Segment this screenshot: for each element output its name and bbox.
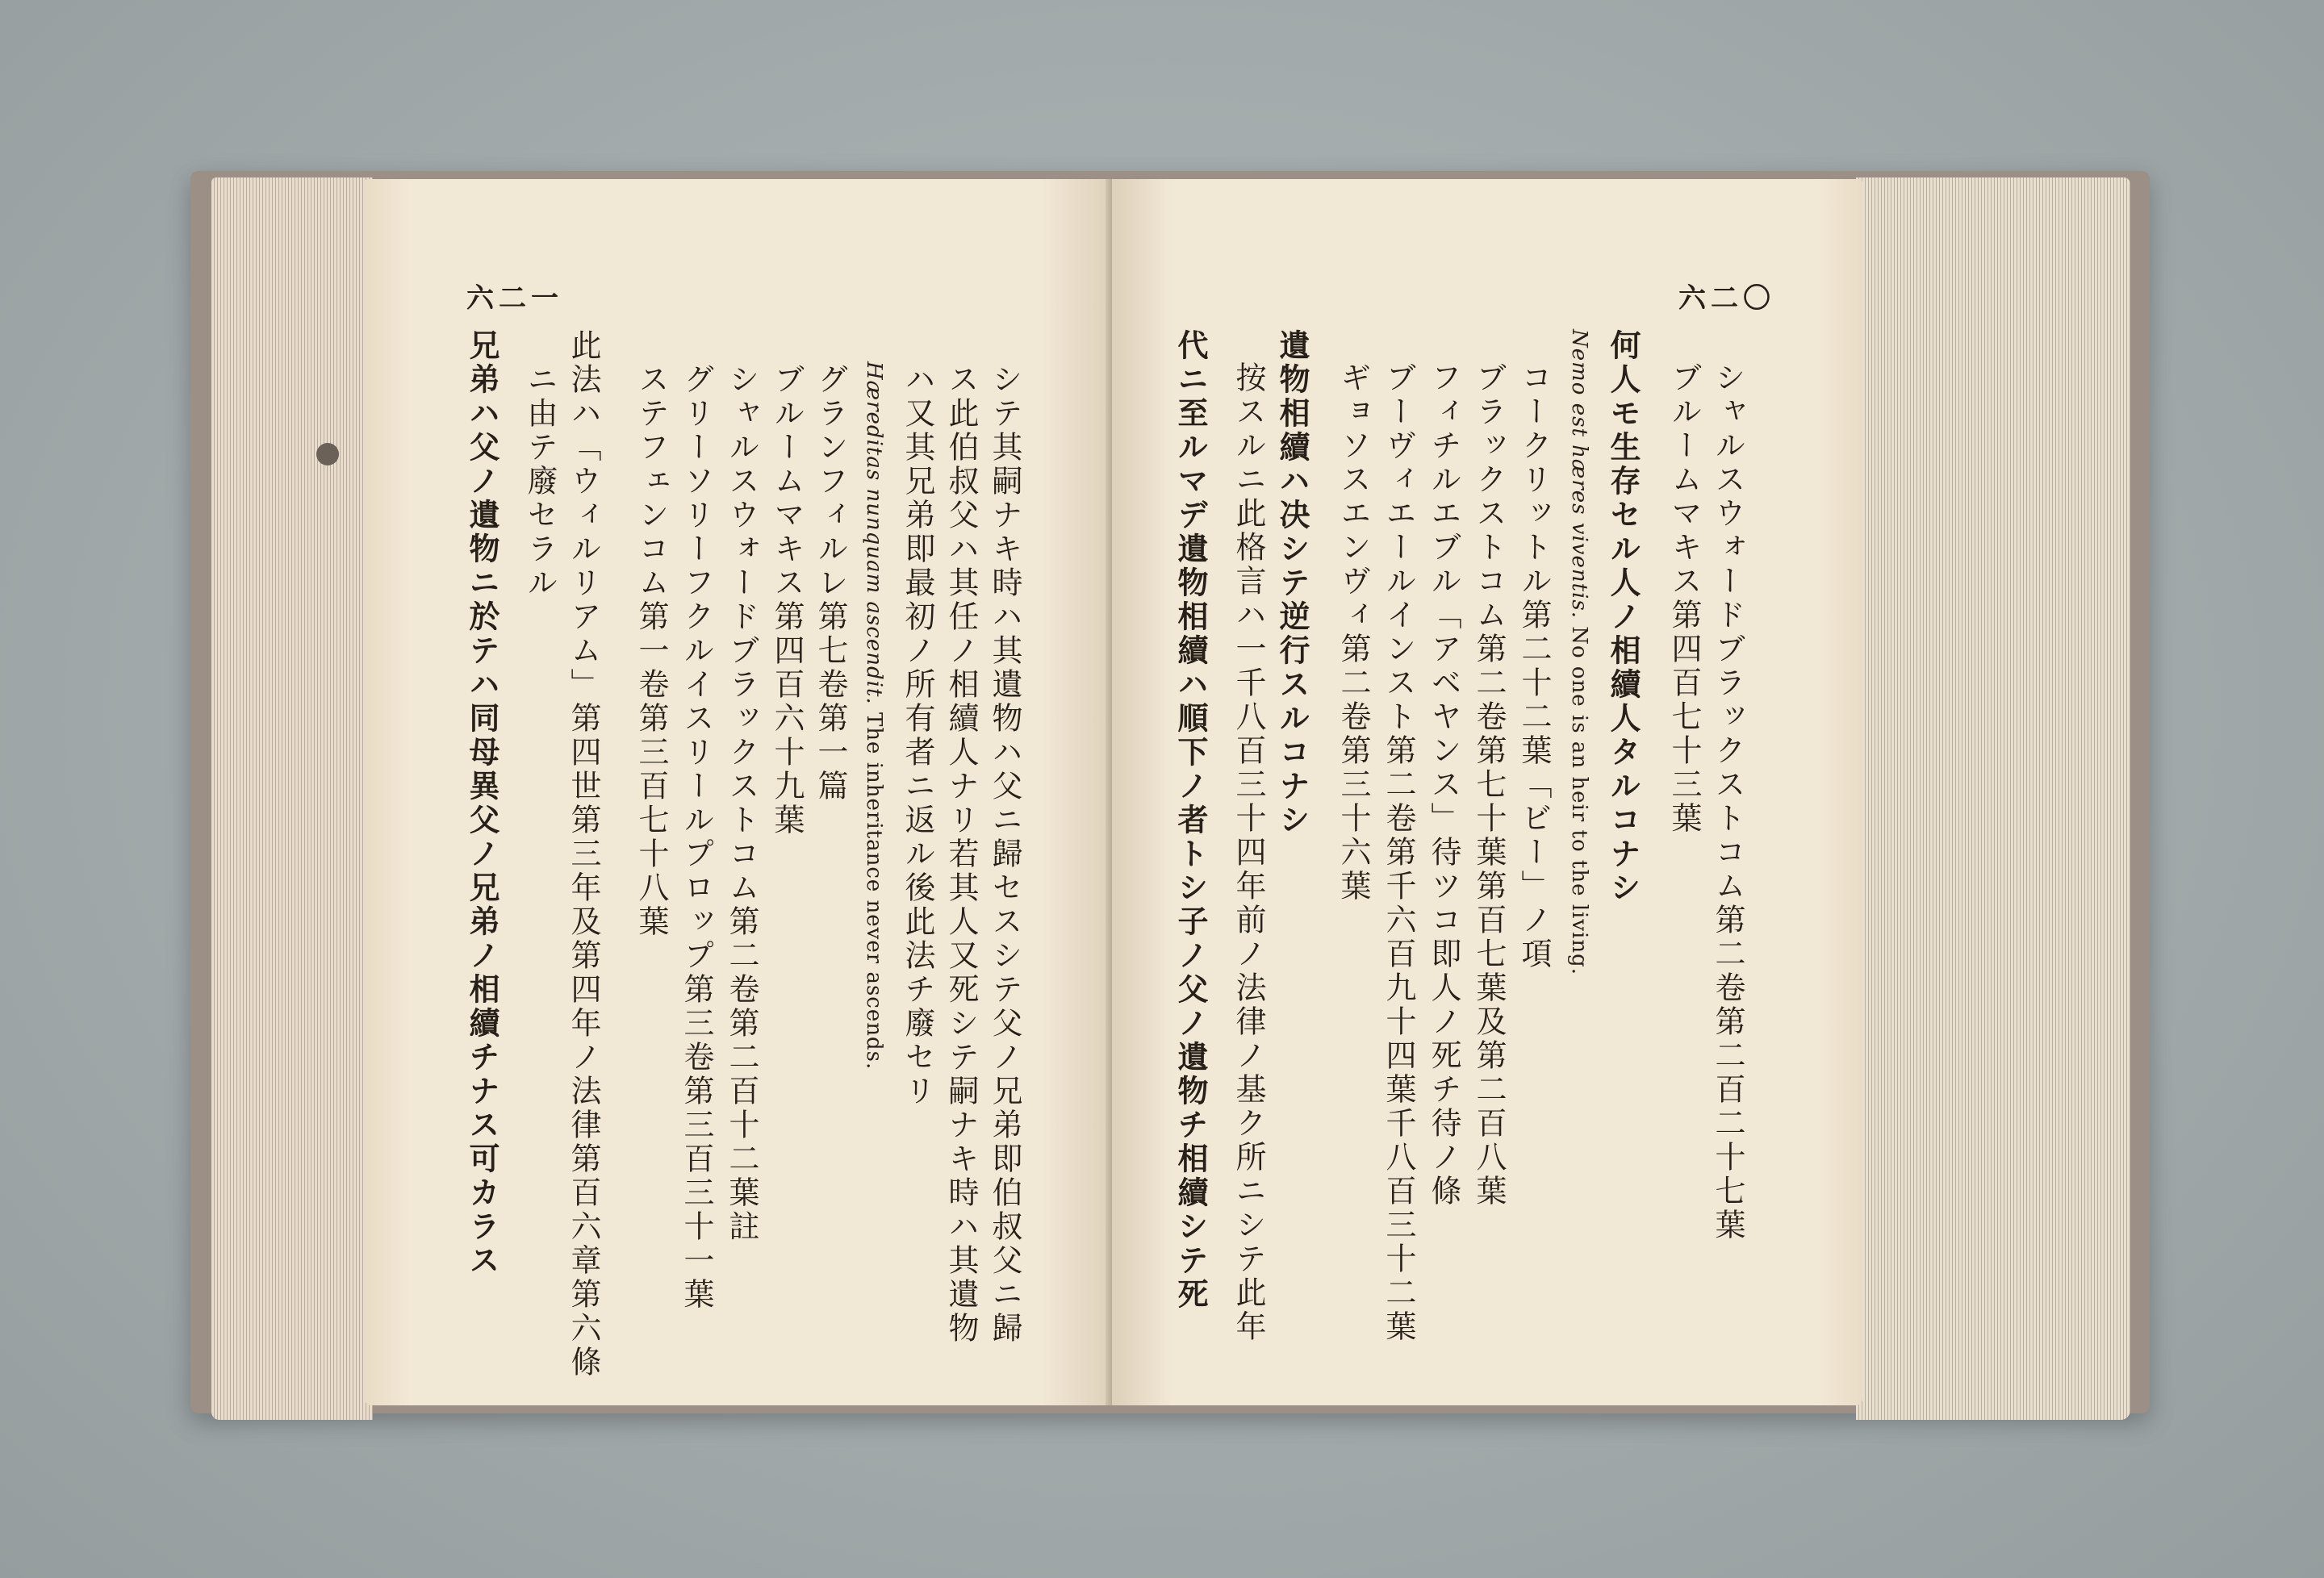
- right-latin-italic: Nemo est hæres viventis.: [1567, 329, 1591, 619]
- right-latin-line: [1567, 329, 1591, 975]
- left-latin-line: [862, 361, 886, 1070]
- left-line-7: グリーソリーフクルイスリールプロップ第三卷第三百三十一葉: [679, 363, 714, 1312]
- right-page-edges: [1856, 177, 2130, 1420]
- right-line-2: ブルームマキス第四百七十三葉: [1666, 361, 1702, 836]
- left-latin-italic: Hæreditas nunquam ascendit.: [862, 361, 886, 705]
- left-line-1: シテ其嗣ナキ時ハ其遺物ハ父ニ歸セスシテ父ノ兄弟即伯叔父ニ歸: [987, 363, 1022, 1346]
- left-line-2: ス此伯叔父ハ其任ノ相續人ナリ若其人又死シテ嗣ナキ時ハ其遺物: [943, 363, 979, 1346]
- right-line-9: 遺物相續ハ决シテ逆行スルコナシ: [1274, 329, 1310, 837]
- left-page-edges: [211, 177, 373, 1420]
- left-line-3: ハ又其兄弟即最初ノ所有者ニ返ル後此法チ廢セリ: [900, 363, 935, 1108]
- right-line-7: ブーヴィエールインスト第二卷第千六百九十四葉千八百三十二葉: [1381, 361, 1416, 1344]
- left-line-10: ニ由テ廢セラル: [522, 363, 558, 600]
- left-line-5: ブルームマキス第四百六十九葉: [769, 363, 805, 837]
- right-line-3: 何人モ生存セル人ノ相續人タルコナシ: [1605, 329, 1641, 905]
- right-page-number: 六二〇: [1678, 282, 1775, 315]
- right-latin-plain: No one is an heir to the living.: [1567, 626, 1591, 976]
- right-line-6: フィチルエブル「アベヤンス」待ツコ即人ノ死チ待ノ條: [1426, 361, 1461, 1209]
- right-line-8: ギョソスエンヴィ第二卷第三十六葉: [1335, 361, 1371, 904]
- left-line-4: グランフィルレ第七卷第一篇: [813, 363, 848, 804]
- left-line-9: 此法ハ「ウィルリアム」第四世第三年及第四年ノ法律第百六章第六條: [566, 329, 601, 1380]
- left-line-11: 兄弟ハ父ノ遺物ニ於テハ同母異父ノ兄弟ノ相續チナス可カラス: [464, 329, 500, 1278]
- left-page-number: 六二一: [466, 282, 563, 315]
- right-line-4: コークリットル第二十二葉「ビー」ノ項: [1516, 361, 1552, 971]
- right-line-10: 按スルニ此格言ハ一千八百三十四年前ノ法律ノ基ク所ニシテ此年: [1231, 361, 1266, 1344]
- left-line-8: ステフェンコム第一卷第三百七十八葉: [633, 363, 669, 939]
- left-latin-plain: The inheritance never ascends.: [862, 712, 886, 1071]
- right-line-5: ブラックストコム第二卷第七十葉第百七葉及第二百八葉: [1471, 361, 1507, 1209]
- left-line-6: シャルスウォードブラックストコム第二卷第二百十二葉註: [724, 363, 759, 1244]
- right-line-11: 代ニ至ルマデ遺物相續ハ順下ノ者トシ子ノ父ノ遺物チ相續シテ死: [1172, 329, 1209, 1312]
- page-hole: [316, 443, 339, 465]
- right-line-1: シャルスウォードブラックストコム第二卷第二百二十七葉: [1710, 361, 1745, 1242]
